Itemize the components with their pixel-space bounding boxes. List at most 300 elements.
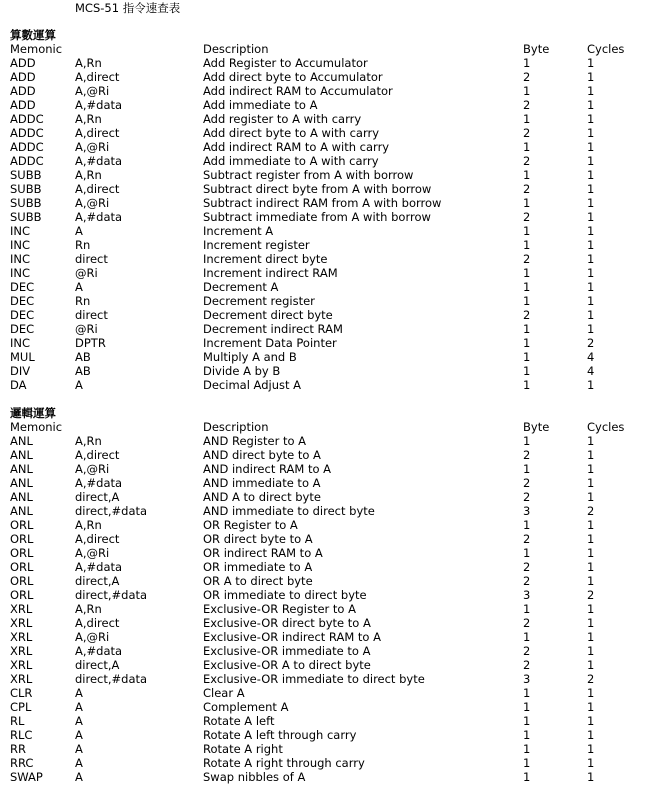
cell-cycles: 1 xyxy=(587,266,595,280)
table-row xyxy=(0,168,650,182)
cell-byte: 2 xyxy=(523,98,531,112)
cell-cycles: 1 xyxy=(587,616,595,630)
cell-cycles: 1 xyxy=(587,308,595,322)
cell-cycles: 2 xyxy=(587,336,595,350)
table-row xyxy=(0,658,650,672)
cell-operands: A,#data xyxy=(75,154,123,168)
cell-mnemonic: MUL xyxy=(10,350,35,364)
cell-cycles: 1 xyxy=(587,490,595,504)
table-row xyxy=(0,434,650,448)
cell-mnemonic: ADDC xyxy=(10,140,44,154)
cell-operands: A xyxy=(75,378,83,392)
table-row xyxy=(0,322,650,336)
table-row xyxy=(0,350,650,364)
cell-byte: 3 xyxy=(523,504,531,518)
cell-mnemonic: XRL xyxy=(10,602,33,616)
cell-description: Add register to A with carry xyxy=(203,112,362,126)
cell-mnemonic: ANL xyxy=(10,448,33,462)
cell-operands: direct,#data xyxy=(75,672,148,686)
cell-description: Add indirect RAM to Accumulator xyxy=(203,84,393,98)
cell-operands: A,direct xyxy=(75,616,120,630)
cell-byte: 2 xyxy=(523,182,531,196)
table-row xyxy=(0,560,650,574)
cell-cycles: 1 xyxy=(587,84,595,98)
cell-cycles: 1 xyxy=(587,728,595,742)
cell-description: Add immediate to A xyxy=(203,98,318,112)
cell-description: AND immediate to A xyxy=(203,476,321,490)
cell-mnemonic: ADDC xyxy=(10,126,44,140)
cell-mnemonic: DEC xyxy=(10,294,35,308)
cell-operands: A,Rn xyxy=(75,434,102,448)
table-row xyxy=(0,588,650,602)
cell-mnemonic: SUBB xyxy=(10,168,42,182)
cell-byte: 2 xyxy=(523,476,531,490)
column-header-cycles: Cycles xyxy=(587,42,625,56)
cell-mnemonic: ANL xyxy=(10,434,33,448)
cell-byte: 2 xyxy=(523,644,531,658)
table-row xyxy=(0,280,650,294)
table-row xyxy=(0,154,650,168)
cell-operands: A,@Ri xyxy=(75,630,110,644)
table-row xyxy=(0,700,650,714)
cell-operands: A,@Ri xyxy=(75,546,110,560)
cell-description: Increment direct byte xyxy=(203,252,328,266)
cell-cycles: 1 xyxy=(587,602,595,616)
cell-byte: 1 xyxy=(523,140,531,154)
cell-cycles: 1 xyxy=(587,378,595,392)
table-row xyxy=(0,196,650,210)
cell-byte: 1 xyxy=(523,84,531,98)
cell-mnemonic: DEC xyxy=(10,280,35,294)
section-heading: 邏輯運算 xyxy=(10,406,56,420)
cell-description: Exclusive-OR immediate to direct byte xyxy=(203,672,425,686)
table-row xyxy=(0,140,650,154)
cell-cycles: 1 xyxy=(587,518,595,532)
cell-mnemonic: ORL xyxy=(10,560,34,574)
cell-byte: 1 xyxy=(523,518,531,532)
cell-byte: 2 xyxy=(523,574,531,588)
table-row xyxy=(0,490,650,504)
cell-operands: A xyxy=(75,700,83,714)
cell-description: Rotate A right through carry xyxy=(203,756,365,770)
table-row xyxy=(0,70,650,84)
cell-cycles: 1 xyxy=(587,658,595,672)
table-row xyxy=(0,448,650,462)
table-row xyxy=(0,462,650,476)
cell-mnemonic: INC xyxy=(10,266,31,280)
cell-description: Swap nibbles of A xyxy=(203,770,306,784)
cell-mnemonic: ANL xyxy=(10,490,33,504)
cell-byte: 1 xyxy=(523,728,531,742)
cell-operands: A xyxy=(75,224,83,238)
cell-cycles: 4 xyxy=(587,364,595,378)
cell-cycles: 1 xyxy=(587,224,595,238)
cell-mnemonic: ORL xyxy=(10,518,34,532)
cell-description: Exclusive-OR indirect RAM to A xyxy=(203,630,381,644)
cell-description: Multiply A and B xyxy=(203,350,297,364)
cell-byte: 1 xyxy=(523,434,531,448)
cell-operands: Rn xyxy=(75,238,91,252)
page-title: MCS-51 指令速查表 xyxy=(75,1,181,15)
cell-cycles: 1 xyxy=(587,574,595,588)
cell-description: Decrement register xyxy=(203,294,315,308)
table-row xyxy=(0,308,650,322)
cell-description: Exclusive-OR immediate to A xyxy=(203,644,371,658)
cell-description: Subtract indirect RAM from A with borrow xyxy=(203,196,442,210)
cell-byte: 1 xyxy=(523,168,531,182)
cell-description: Rotate A left xyxy=(203,714,275,728)
cell-mnemonic: SUBB xyxy=(10,196,42,210)
table-row xyxy=(0,84,650,98)
cell-cycles: 1 xyxy=(587,238,595,252)
cell-description: Add direct byte to Accumulator xyxy=(203,70,383,84)
table-row xyxy=(0,238,650,252)
cell-mnemonic: RRC xyxy=(10,756,34,770)
cell-mnemonic: ADD xyxy=(10,98,36,112)
cell-byte: 1 xyxy=(523,294,531,308)
cell-byte: 1 xyxy=(523,364,531,378)
cell-cycles: 1 xyxy=(587,154,595,168)
cell-description: Increment register xyxy=(203,238,310,252)
cell-operands: direct,#data xyxy=(75,504,148,518)
cell-cycles: 4 xyxy=(587,350,595,364)
cell-operands: direct,A xyxy=(75,490,120,504)
cell-description: Exclusive-OR direct byte to A xyxy=(203,616,371,630)
cell-cycles: 1 xyxy=(587,476,595,490)
table-row xyxy=(0,630,650,644)
cell-cycles: 1 xyxy=(587,126,595,140)
cell-byte: 1 xyxy=(523,196,531,210)
cell-byte: 1 xyxy=(523,280,531,294)
cell-byte: 2 xyxy=(523,448,531,462)
cell-cycles: 1 xyxy=(587,140,595,154)
cell-byte: 2 xyxy=(523,70,531,84)
table-row xyxy=(0,756,650,770)
cell-byte: 2 xyxy=(523,658,531,672)
cell-operands: @Ri xyxy=(75,322,98,336)
cell-operands: A,Rn xyxy=(75,112,102,126)
cell-description: Decrement indirect RAM xyxy=(203,322,343,336)
cell-cycles: 1 xyxy=(587,112,595,126)
cell-cycles: 1 xyxy=(587,644,595,658)
table-row xyxy=(0,686,650,700)
cell-description: Add Register to Accumulator xyxy=(203,56,368,70)
table-header-row xyxy=(0,420,650,434)
cell-description: Clear A xyxy=(203,686,245,700)
cell-cycles: 1 xyxy=(587,742,595,756)
cell-cycles: 1 xyxy=(587,210,595,224)
cell-mnemonic: RL xyxy=(10,714,25,728)
section-heading: 算數運算 xyxy=(10,28,56,42)
cell-operands: A,#data xyxy=(75,476,123,490)
cell-description: Increment indirect RAM xyxy=(203,266,338,280)
cell-description: OR indirect RAM to A xyxy=(203,546,323,560)
cell-description: Decimal Adjust A xyxy=(203,378,302,392)
cell-operands: direct,A xyxy=(75,658,120,672)
cell-mnemonic: XRL xyxy=(10,658,33,672)
cell-mnemonic: ADDC xyxy=(10,112,44,126)
cell-operands: A,Rn xyxy=(75,518,102,532)
cell-byte: 2 xyxy=(523,616,531,630)
cell-mnemonic: DEC xyxy=(10,308,35,322)
cell-cycles: 1 xyxy=(587,546,595,560)
cell-byte: 1 xyxy=(523,112,531,126)
cell-operands: AB xyxy=(75,350,91,364)
cell-description: AND indirect RAM to A xyxy=(203,462,332,476)
cell-byte: 1 xyxy=(523,714,531,728)
cell-byte: 1 xyxy=(523,56,531,70)
table-row xyxy=(0,546,650,560)
table-row xyxy=(0,224,650,238)
cell-operands: A,#data xyxy=(75,644,123,658)
cell-cycles: 1 xyxy=(587,686,595,700)
table-row xyxy=(0,336,650,350)
cell-mnemonic: ADD xyxy=(10,56,36,70)
cell-mnemonic: SUBB xyxy=(10,210,42,224)
cell-cycles: 1 xyxy=(587,756,595,770)
cell-byte: 1 xyxy=(523,336,531,350)
cell-mnemonic: INC xyxy=(10,238,31,252)
cell-mnemonic: ADD xyxy=(10,84,36,98)
cell-byte: 1 xyxy=(523,756,531,770)
table-row xyxy=(0,98,650,112)
cell-operands: A,Rn xyxy=(75,602,102,616)
cell-mnemonic: INC xyxy=(10,224,31,238)
cell-operands: direct,#data xyxy=(75,588,148,602)
cell-mnemonic: DEC xyxy=(10,322,35,336)
cell-mnemonic: ANL xyxy=(10,462,33,476)
cell-description: AND direct byte to A xyxy=(203,448,321,462)
cell-operands: A,Rn xyxy=(75,168,102,182)
cell-byte: 3 xyxy=(523,672,531,686)
cell-description: OR A to direct byte xyxy=(203,574,313,588)
table-row xyxy=(0,602,650,616)
cell-description: Decrement A xyxy=(203,280,279,294)
cell-byte: 3 xyxy=(523,588,531,602)
cell-cycles: 1 xyxy=(587,322,595,336)
cell-mnemonic: ADDC xyxy=(10,154,44,168)
cell-cycles: 1 xyxy=(587,462,595,476)
cell-operands: direct xyxy=(75,308,108,322)
cell-byte: 1 xyxy=(523,350,531,364)
cell-operands: A,@Ri xyxy=(75,196,110,210)
table-row xyxy=(0,714,650,728)
cell-mnemonic: XRL xyxy=(10,672,33,686)
cell-description: Add direct byte to A with carry xyxy=(203,126,380,140)
cell-cycles: 1 xyxy=(587,434,595,448)
table-row xyxy=(0,532,650,546)
cell-cycles: 1 xyxy=(587,196,595,210)
cell-operands: Rn xyxy=(75,294,91,308)
cell-byte: 1 xyxy=(523,266,531,280)
cell-byte: 1 xyxy=(523,700,531,714)
cell-description: OR Register to A xyxy=(203,518,298,532)
cell-description: AND A to direct byte xyxy=(203,490,321,504)
cell-byte: 1 xyxy=(523,742,531,756)
cell-byte: 1 xyxy=(523,238,531,252)
cell-cycles: 1 xyxy=(587,532,595,546)
cell-byte: 1 xyxy=(523,378,531,392)
cell-mnemonic: INC xyxy=(10,336,31,350)
cell-byte: 2 xyxy=(523,532,531,546)
cell-operands: A,@Ri xyxy=(75,84,110,98)
table-row xyxy=(0,210,650,224)
cell-description: AND immediate to direct byte xyxy=(203,504,375,518)
cell-operands: A,#data xyxy=(75,98,123,112)
table-row xyxy=(0,644,650,658)
cell-cycles: 1 xyxy=(587,168,595,182)
cell-mnemonic: ANL xyxy=(10,504,33,518)
cell-byte: 1 xyxy=(523,462,531,476)
cell-operands: A,direct xyxy=(75,70,120,84)
table-row xyxy=(0,182,650,196)
cell-operands: @Ri xyxy=(75,266,98,280)
column-header-mnemonic: Memonic xyxy=(10,42,63,56)
cell-byte: 1 xyxy=(523,770,531,784)
cell-operands: A xyxy=(75,714,83,728)
table-row xyxy=(0,252,650,266)
cell-mnemonic: XRL xyxy=(10,644,33,658)
cell-mnemonic: SWAP xyxy=(10,770,43,784)
cell-operands: DPTR xyxy=(75,336,106,350)
table-row xyxy=(0,742,650,756)
column-header-description: Description xyxy=(203,420,269,434)
column-header-byte: Byte xyxy=(523,420,550,434)
cell-byte: 1 xyxy=(523,686,531,700)
cell-byte: 1 xyxy=(523,546,531,560)
cell-byte: 1 xyxy=(523,630,531,644)
cell-description: Subtract direct byte from A with borrow xyxy=(203,182,432,196)
table-row xyxy=(0,364,650,378)
cell-mnemonic: RLC xyxy=(10,728,33,742)
table-row xyxy=(0,126,650,140)
cell-description: Increment Data Pointer xyxy=(203,336,337,350)
cell-description: Exclusive-OR A to direct byte xyxy=(203,658,371,672)
table-row xyxy=(0,728,650,742)
table-row xyxy=(0,56,650,70)
cell-mnemonic: RR xyxy=(10,742,26,756)
cell-operands: A,direct xyxy=(75,532,120,546)
cell-byte: 2 xyxy=(523,154,531,168)
table-row xyxy=(0,378,650,392)
cell-operands: A,Rn xyxy=(75,56,102,70)
cell-operands: A,#data xyxy=(75,560,123,574)
cell-cycles: 2 xyxy=(587,504,595,518)
cell-operands: A xyxy=(75,770,83,784)
cell-byte: 1 xyxy=(523,224,531,238)
cell-byte: 2 xyxy=(523,560,531,574)
cell-operands: A xyxy=(75,280,83,294)
column-header-cycles: Cycles xyxy=(587,420,625,434)
cell-operands: A xyxy=(75,728,83,742)
cell-description: Add indirect RAM to A with carry xyxy=(203,140,390,154)
table-row xyxy=(0,112,650,126)
table-row xyxy=(0,518,650,532)
table-row xyxy=(0,616,650,630)
cell-description: OR immediate to direct byte xyxy=(203,588,367,602)
cell-mnemonic: DA xyxy=(10,378,27,392)
cell-cycles: 1 xyxy=(587,630,595,644)
cell-cycles: 1 xyxy=(587,56,595,70)
cell-mnemonic: INC xyxy=(10,252,31,266)
table-row xyxy=(0,672,650,686)
cell-operands: AB xyxy=(75,364,91,378)
cell-mnemonic: ORL xyxy=(10,546,34,560)
cell-cycles: 2 xyxy=(587,588,595,602)
cell-mnemonic: ANL xyxy=(10,476,33,490)
cell-description: Divide A by B xyxy=(203,364,281,378)
column-header-mnemonic: Memonic xyxy=(10,420,63,434)
cell-mnemonic: XRL xyxy=(10,616,33,630)
cell-mnemonic: DIV xyxy=(10,364,31,378)
cell-cycles: 1 xyxy=(587,252,595,266)
cell-description: Increment A xyxy=(203,224,274,238)
cell-description: Complement A xyxy=(203,700,289,714)
cell-mnemonic: CLR xyxy=(10,686,33,700)
cell-operands: A,@Ri xyxy=(75,462,110,476)
cell-mnemonic: SUBB xyxy=(10,182,42,196)
cell-description: Decrement direct byte xyxy=(203,308,333,322)
cell-operands: A xyxy=(75,742,83,756)
cell-cycles: 1 xyxy=(587,770,595,784)
cell-description: Subtract immediate from A with borrow xyxy=(203,210,431,224)
table-row xyxy=(0,294,650,308)
cell-description: OR direct byte to A xyxy=(203,532,313,546)
column-header-byte: Byte xyxy=(523,42,550,56)
cell-operands: A,direct xyxy=(75,126,120,140)
cell-byte: 1 xyxy=(523,602,531,616)
table-row xyxy=(0,476,650,490)
cell-operands: A,direct xyxy=(75,448,120,462)
cell-cycles: 1 xyxy=(587,714,595,728)
cell-operands: direct,A xyxy=(75,574,120,588)
cell-cycles: 2 xyxy=(587,672,595,686)
cell-operands: A,@Ri xyxy=(75,140,110,154)
cell-operands: A,direct xyxy=(75,182,120,196)
cell-operands: A xyxy=(75,686,83,700)
table-header-row xyxy=(0,42,650,56)
cell-byte: 2 xyxy=(523,126,531,140)
cell-cycles: 1 xyxy=(587,70,595,84)
cell-cycles: 1 xyxy=(587,560,595,574)
cell-operands: A xyxy=(75,756,83,770)
cell-operands: direct xyxy=(75,252,108,266)
table-row xyxy=(0,504,650,518)
cell-cycles: 1 xyxy=(587,448,595,462)
column-header-description: Description xyxy=(203,42,269,56)
cell-mnemonic: ORL xyxy=(10,574,34,588)
cell-description: Rotate A right xyxy=(203,742,283,756)
cell-byte: 2 xyxy=(523,210,531,224)
table-row xyxy=(0,770,650,784)
cell-cycles: 1 xyxy=(587,280,595,294)
cell-description: Exclusive-OR Register to A xyxy=(203,602,356,616)
cell-description: AND Register to A xyxy=(203,434,307,448)
cell-description: Rotate A left through carry xyxy=(203,728,357,742)
cell-mnemonic: ORL xyxy=(10,588,34,602)
cell-byte: 2 xyxy=(523,308,531,322)
cell-mnemonic: CPL xyxy=(10,700,32,714)
cell-byte: 2 xyxy=(523,252,531,266)
cell-cycles: 1 xyxy=(587,98,595,112)
cell-description: OR immediate to A xyxy=(203,560,313,574)
cell-description: Subtract register from A with borrow xyxy=(203,168,414,182)
cell-mnemonic: XRL xyxy=(10,630,33,644)
cell-byte: 2 xyxy=(523,490,531,504)
cell-mnemonic: ADD xyxy=(10,70,36,84)
cell-cycles: 1 xyxy=(587,294,595,308)
table-row xyxy=(0,574,650,588)
